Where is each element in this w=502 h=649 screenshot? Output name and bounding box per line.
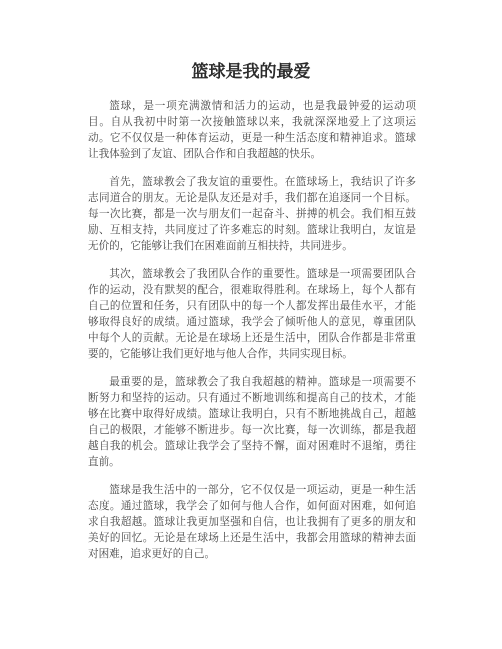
paragraph-3: 其次，篮球教会了我团队合作的重要性。篮球是一项需要团队合作的运动，没有默契的配合，很难取得胜利。在球场上，每个人都有自己的位置和任务，只有团队中的每一个人都发挥出最佳水平，才能够取得良好的成绩。通过篮球，我学会了倾听他人的意见，尊重团队中每个人的贡献。无论是在球场上还是生活中，团队合作都是非常重要的，它能够让我们更好地与他人合作，共同实现目标。	[88, 268, 416, 360]
document-body	[88, 98, 416, 574]
paragraph-5: 篮球是我生活中的一部分，它不仅仅是一项运动，更是一种生活态度。通过篮球，我学会了如何与他人合作，如何面对困难，如何追求自我超越。篮球让我更加坚强和自信，也让我拥有了更多的朋友和美好的回忆。无论是在球场上还是生活中，我都会用篮球的精神去面对困难，追求更好的自己。	[88, 484, 416, 560]
paragraph-1: 篮球，是一项充满激情和活力的运动，也是我最钟爱的运动项目。自从我初中时第一次接触篮球以来，我就深深地爱上了这项运动。它不仅仅是一种体育运动，更是一种生活态度和精神追求。篮球让我体验到了友谊、团队合作和自我超越的快乐。	[88, 100, 416, 160]
paragraph-2: 首先，篮球教会了我友谊的重要性。在篮球场上，我结识了许多志同道合的朋友。无论是队友还是对手，我们都在追逐同一个目标。每一次比赛，都是一次与朋友们一起奋斗、拼搏的机会。我们相互鼓励、互相支持，共同度过了许多难忘的时刻。篮球让我明白，友谊是无价的，它能够让我们在困难面前互相扶持，共同进步。	[88, 176, 416, 252]
document-title: 篮球是我的最爱	[191, 62, 311, 82]
paragraph-4: 最重要的是，篮球教会了我自我超越的精神。篮球是一项需要不断努力和坚持的运动。只有通过不断地训练和提高自己的技术，才能够在比赛中取得好成绩。篮球让我明白，只有不断地挑战自己，超越自己的极限，才能够不断进步。每一次比赛，每一次训练，都是我超越自我的机会。篮球让我学会了坚持不懈，面对困难时不退缩，勇往直前。	[88, 376, 416, 468]
